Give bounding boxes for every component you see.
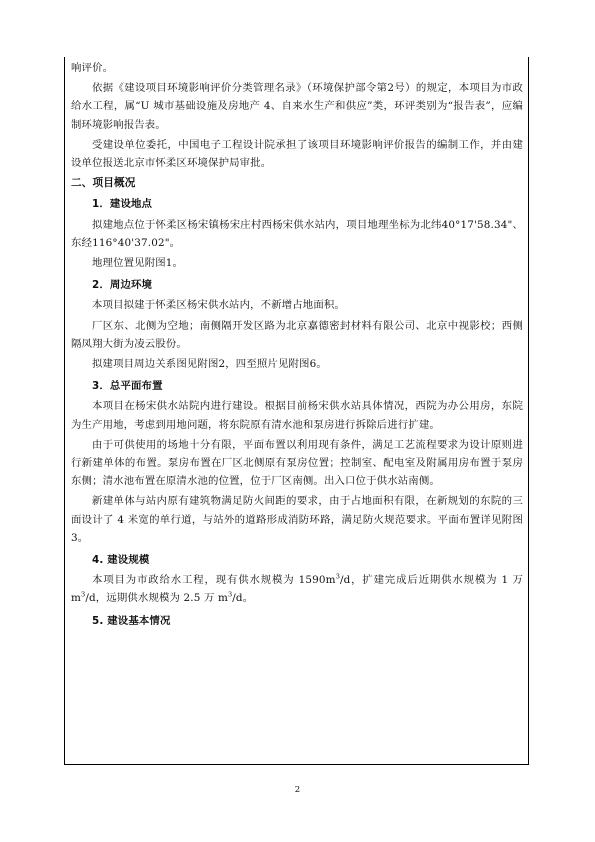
page-number: 2: [294, 785, 301, 795]
paragraph-layout-detail: 由于可供使用的场地十分有限，平面布置以利用现有条件，满足工艺流程要求为设计原则进行新建单体的布置。泵房布置在厂区北侧原有泵房位置；控制室、配电室及附属用房布置于泵房东侧；清水池布置在原清水池的位置，位于厂区南侧。出入口位于供水站南侧。: [71, 438, 523, 488]
paragraph-neighbors: 厂区东、北侧为空地；南侧隔开发区路为北京嘉德密封材料有限公司、北京中视影校；西侧隔凤翔大街为凌云股份。: [71, 319, 523, 350]
subheading-basic-info: 5. 建设基本情况: [92, 614, 171, 627]
paragraph-continuation: 响评价。: [71, 62, 114, 74]
paragraph-location: 拟建地点位于怀柔区杨宋镇杨宋庄村西杨宋供水站内，项目地理坐标为北纬40°17'58.34"、东经116°40'37.02"。: [71, 218, 523, 249]
scale-text-4: /d。: [232, 592, 254, 605]
paragraph-commission: 受建设单位委托，中国电子工程设计院承担了该项目环境影响评价报告的编制工作，并由建设单位报送北京市怀柔区环境保护局审批。: [71, 138, 523, 170]
paragraph-fire-safety: 新建单体与站内原有建筑物满足防火间距的要求，由于占地面积有限，在新规划的东院的三面设计了 4 米宽的单行道，与站外的道路形成消防环路，满足防火规范要求。平面布置详见附图 3。: [71, 495, 523, 544]
document-body: [71, 59, 523, 632]
paragraph-site: 本项目拟建于怀柔区杨宋供水站内，不新增占地面积。: [92, 299, 345, 312]
paragraph-scale: [71, 571, 523, 607]
paragraph-location-map: 地理位置见附图1。: [92, 257, 184, 270]
subheading-layout: 3．总平面布置: [92, 380, 163, 393]
scale-sup-3: 3: [227, 591, 233, 600]
paragraph-surroundings-map: 拟建项目周边关系图见附图2，四至照片见附图6。: [92, 358, 327, 371]
subheading-scale: 4. 建设规模: [92, 554, 150, 567]
section-heading-overview: 二、项目概况: [71, 177, 136, 190]
subheading-surroundings: 2．周边环境: [92, 279, 153, 292]
scale-sup-1: 3: [335, 572, 340, 581]
paragraph-classification: 依据《建设项目环境影响评价分类管理名录》（环境保护部令第2号）的规定，本项目为市政给水工程，属“U 城市基础设施及房地产 4、自来水生产和供应”类，环评类别为“报告表”，应编制环境影响报告表。: [71, 82, 523, 131]
paragraph-layout-intro: 本项目在杨宋供水站院内进行建设。根据目前杨宋供水站具体情况，西院为办公用房，东院为生产用地，考虑到用地问题，将东院原有清水池和泵房进行拆除后进行扩建。: [71, 400, 523, 431]
scale-text-2: /d，扩建完成后近期供水规模为 1 万 m: [71, 574, 523, 605]
subheading-location: 1．建设地点: [92, 198, 153, 211]
scale-text-1: 本项目为市政给水工程，现有供水规模为 1590m: [92, 574, 336, 587]
scale-text-3: /d，远期供水规模为 2.5 万 m: [85, 592, 228, 605]
scale-sup-2: 3: [81, 591, 86, 600]
